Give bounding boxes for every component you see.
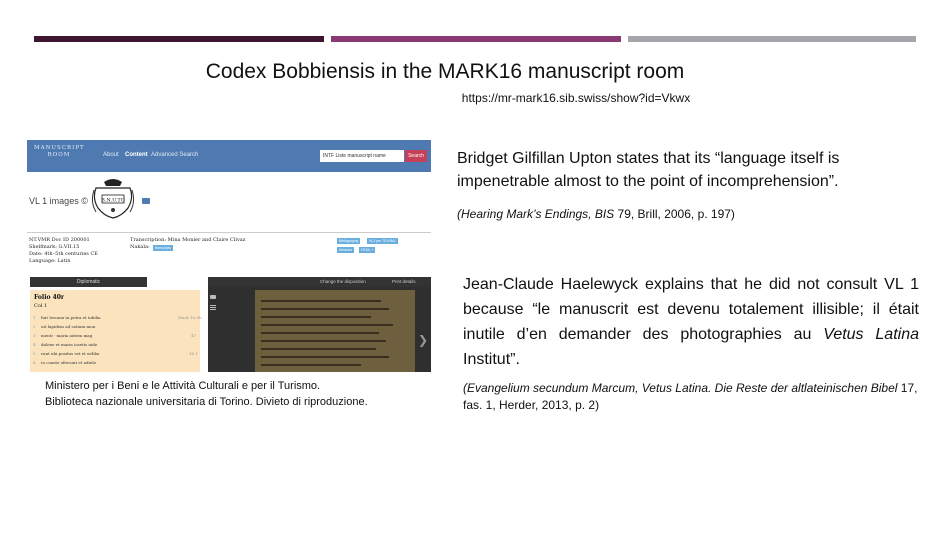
- accent-bar-3: [628, 36, 916, 42]
- crest-icon: [90, 176, 136, 220]
- meta-doc-id: NT.VMR Doc ID 200001: [29, 237, 90, 243]
- slide-title: Codex Bobbiensis in the MARK16 manuscript room: [205, 60, 685, 83]
- folio-transcription-panel: [30, 290, 200, 372]
- screenshot-navbar: [27, 140, 431, 172]
- haelewyck-reference: [463, 380, 919, 414]
- accent-bar-2: [331, 36, 621, 42]
- screenshot-search-button[interactable]: Search: [405, 150, 427, 162]
- folio-title: Folio 40r: [34, 294, 65, 301]
- screenshot-caption: [45, 378, 368, 410]
- screenshot-meta-right: [130, 237, 245, 251]
- viewer-toolbar: [208, 277, 431, 287]
- haelewyck-quote: [463, 272, 919, 372]
- change-disposition-button[interactable]: Change the disposition: [320, 279, 366, 284]
- upton-reference: [457, 207, 917, 221]
- transcription-line: 1 fuit Iesuum in petra et iubilia Mark 16:6b: [33, 315, 202, 320]
- haelewyck-text-start: Jean-Claude Haelewyck explains that he did not consult VL 1 because “le manuscrit est devenu totalement illisible; il était inutile d’en demander des photographies au: [463, 276, 919, 343]
- upton-ref-title: (Hearing Mark’s Endings, BIS: [457, 207, 615, 221]
- menu-advanced-search[interactable]: Advanced Search: [151, 152, 199, 158]
- caption-line-1: Ministero per i Beni e le Attività Culturali e per il Turismo.: [45, 380, 321, 392]
- logo-line-2: ROOM: [47, 152, 71, 158]
- manuscript-room-screenshot: [27, 140, 431, 372]
- meta-shelfmark: Shelfmark: G.VII.15: [29, 244, 80, 250]
- tag-tei-xml[interactable]: VL1 per TEI/XML: [369, 239, 396, 243]
- logo-line-1: MANUSCRIPT: [34, 145, 85, 151]
- next-page-arrow-icon[interactable]: ❯: [418, 333, 429, 347]
- transcription-line: 3 menti · maria autem mag 47: [33, 333, 197, 338]
- menu-about[interactable]: About: [103, 152, 119, 158]
- accent-bar-1: [34, 36, 324, 42]
- haelewyck-ref-details: 17, fas. 1, Herder, 2013, p. 2): [463, 381, 918, 412]
- tag-bibliography[interactable]: Bibliography: [339, 239, 359, 243]
- haelewyck-ref-title: (Evangelium secundum Marcum, Vetus Latina. Die Reste der altlateinischen Bibel: [463, 381, 898, 395]
- transcription-line: 2 uit lapidem ad ostium mon: [33, 324, 96, 329]
- upton-quote: Bridget Gilfillan Upton states that its “language itself is impenetrable almost to the point of incomprehension”.: [457, 150, 840, 190]
- manuscript-room-logo: [34, 145, 84, 159]
- transcription-line: 4 dalene et maria iosetis uide: [33, 342, 98, 347]
- transcription-line: 6 to coaste ofiecunt et adiule: [33, 360, 97, 365]
- camera-icon[interactable]: [142, 198, 150, 204]
- meta-transcription: Transcription: Mina Monier and Claire Clivaz: [130, 237, 246, 243]
- column-title: Col 1: [34, 303, 48, 309]
- caption-line-2: Biblioteca nazionale universitaria di Torino. Divieto di riproduzione.: [45, 396, 368, 408]
- haelewyck-text-italic: Vetus Latina: [823, 326, 920, 343]
- screenshot-divider: [27, 232, 431, 233]
- upton-ref-details: 79, Brill, 2006, p. 197): [614, 207, 735, 221]
- tag-html[interactable]: HTML +: [361, 248, 374, 252]
- transcription-line: 5 runt ubi positus est et ueliba 16.1: [33, 351, 198, 356]
- tab-diplomatic[interactable]: Diplomatic: [30, 277, 147, 287]
- manuscript-page-image[interactable]: [255, 290, 415, 372]
- menu-content[interactable]: Content: [125, 152, 148, 158]
- screenshot-heading: VL 1 images ©: [29, 196, 88, 206]
- screenshot-search-input[interactable]: INTF Liste manuscript name: [320, 150, 404, 162]
- slide-url[interactable]: [0, 91, 860, 105]
- crest-label: B.N.U.TO: [101, 197, 125, 204]
- meta-language: Language: Latin: [29, 258, 71, 264]
- meta-date: Date: 4th–5th centuries CE: [29, 251, 98, 257]
- print-details-button[interactable]: Print details: [392, 279, 416, 284]
- haelewyck-text-end: Institut”.: [463, 351, 520, 368]
- slide-url-text[interactable]: https://mr-mark16.sib.swiss/show?id=Vkwx: [461, 91, 691, 105]
- viewer-tools-icon[interactable]: [209, 292, 217, 322]
- meta-nakala: Nakala:: [130, 244, 150, 250]
- nakala-tag[interactable]: transcripts: [155, 246, 172, 250]
- tag-abstract[interactable]: Abstract: [339, 248, 352, 252]
- screenshot-meta-left: [29, 237, 98, 265]
